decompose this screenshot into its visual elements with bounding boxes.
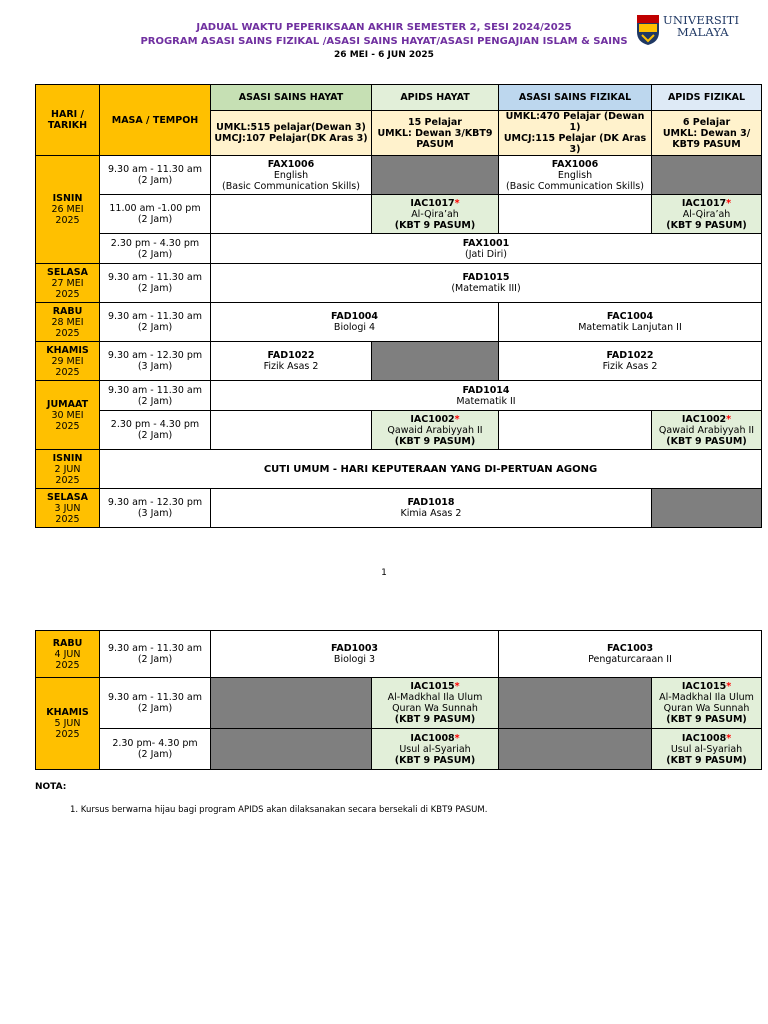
exam-iac1015-apids-fizikal: IAC1015* Al-Madkhal Ila Ulum Quran Wa Sunnah (KBT 9 PASUM) <box>652 678 762 729</box>
time-slot: 9.30 am - 11.30 am (2 Jam) <box>100 381 211 411</box>
time-slot: 9.30 am - 11.30 am (2 Jam) <box>100 156 211 195</box>
day-selasa-3-jun: SELASA 3 JUN 2025 <box>36 489 100 528</box>
exam-timetable-page1 <box>35 84 762 528</box>
header-hari-tarikh: HARI / TARIKH <box>36 85 100 156</box>
day-rabu-28-mei: RABU 28 MEI 2025 <box>36 303 100 342</box>
exam-fax1001: FAX1001 (Jati Diri) <box>211 234 762 264</box>
date-range: 26 MEI - 6 JUN 2025 <box>334 50 434 60</box>
day-isnin-26-mei: ISNIN 26 MEI 2025 <box>36 156 100 264</box>
empty-cell <box>211 729 372 770</box>
time-slot: 9.30 am - 12.30 pm (3 Jam) <box>100 342 211 381</box>
empty-cell <box>499 729 652 770</box>
info-apids-fizikal: 6 Pelajar UMKL: Dewan 3/ KBT9 PASUM <box>652 111 762 156</box>
info-asasi-sains-fizikal: UMKL:470 Pelajar (Dewan 1) UMCJ:115 Pelajar (DK Aras 3) <box>499 111 652 156</box>
exam-timetable-page2 <box>35 630 762 770</box>
exam-iac1008-apids-fizikal: IAC1008* Usul al-Syariah (KBT 9 PASUM) <box>652 729 762 770</box>
day-selasa-27-mei: SELASA 27 MEI 2025 <box>36 264 100 303</box>
empty-cell <box>372 156 499 195</box>
empty-cell <box>499 678 652 729</box>
empty-cell <box>211 195 372 234</box>
nota-item-1: 1. Kursus berwarna hijau bagi program APIDS akan dilaksanakan secara bersekali di KBT9 PASUM. <box>70 805 488 815</box>
empty-cell <box>499 195 652 234</box>
logo-text-line1: UNIVERSITI <box>663 13 740 27</box>
program-title: PROGRAM ASASI SAINS FIZIKAL /ASASI SAINS HAYAT/ASASI PENGAJIAN ISLAM & SAINS <box>140 36 628 47</box>
time-slot: 9.30 am - 11.30 am (2 Jam) <box>100 678 211 729</box>
crest-icon <box>636 14 660 46</box>
empty-cell <box>372 342 499 381</box>
empty-cell <box>652 156 762 195</box>
header-asasi-sains-hayat: ASASI SAINS HAYAT <box>211 85 372 111</box>
exam-iac1017-apids-fizikal: IAC1017* Al-Qira’ah (KBT 9 PASUM) <box>652 195 762 234</box>
empty-cell <box>499 411 652 450</box>
exam-fac1004: FAC1004 Matematik Lanjutan II <box>499 303 762 342</box>
exam-iac1002-apids-hayat: IAC1002* Qawaid Arabiyyah II (KBT 9 PASUM) <box>372 411 499 450</box>
header-masa-tempoh: MASA / TEMPOH <box>100 85 211 156</box>
empty-cell <box>211 678 372 729</box>
exam-fad1018: FAD1018 Kimia Asas 2 <box>211 489 652 528</box>
exam-title: JADUAL WAKTU PEPERIKSAAN AKHIR SEMESTER 2, SESI 2024/2025 <box>196 22 572 33</box>
day-isnin-2-jun: ISNIN 2 JUN 2025 <box>36 450 100 489</box>
time-slot: 9.30 am - 12.30 pm (3 Jam) <box>100 489 211 528</box>
exam-fad1003: FAD1003 Biologi 3 <box>211 631 499 678</box>
exam-fax1006-asf: FAX1006 English (Basic Communication Skills) <box>499 156 652 195</box>
day-khamis-29-mei: KHAMIS 29 MEI 2025 <box>36 342 100 381</box>
header-apids-hayat: APIDS HAYAT <box>372 85 499 111</box>
exam-fad1022-asf: FAD1022 Fizik Asas 2 <box>499 342 762 381</box>
exam-iac1015-apids-hayat: IAC1015* Al-Madkhal Ila Ulum Quran Wa Sunnah (KBT 9 PASUM) <box>372 678 499 729</box>
exam-fad1022-ash: FAD1022 Fizik Asas 2 <box>211 342 372 381</box>
time-slot: 11.00 am -1.00 pm (2 Jam) <box>100 195 211 234</box>
time-slot: 9.30 am - 11.30 am (2 Jam) <box>100 303 211 342</box>
university-logo <box>636 14 762 50</box>
exam-fad1004: FAD1004 Biologi 4 <box>211 303 499 342</box>
time-slot: 2.30 pm - 4.30 pm (2 Jam) <box>100 411 211 450</box>
empty-cell <box>652 489 762 528</box>
exam-fac1003: FAC1003 Pengaturcaraan II <box>499 631 762 678</box>
header-asasi-sains-fizikal: ASASI SAINS FIZIKAL <box>499 85 652 111</box>
exam-fax1006-ash: FAX1006 English (Basic Communication Skills) <box>211 156 372 195</box>
header-apids-fizikal: APIDS FIZIKAL <box>652 85 762 111</box>
exam-iac1017-apids-hayat: IAC1017* Al-Qira’ah (KBT 9 PASUM) <box>372 195 499 234</box>
time-slot: 9.30 am - 11.30 am (2 Jam) <box>100 631 211 678</box>
logo-text-line2: MALAYA <box>677 25 729 39</box>
day-khamis-5-jun: KHAMIS 5 JUN 2025 <box>36 678 100 770</box>
nota-label: NOTA: <box>35 782 67 792</box>
day-rabu-4-jun: RABU 4 JUN 2025 <box>36 631 100 678</box>
page-number: 1 <box>381 568 387 578</box>
exam-fad1014: FAD1014 Matematik II <box>211 381 762 411</box>
info-apids-hayat: 15 Pelajar UMKL: Dewan 3/KBT9 PASUM <box>372 111 499 156</box>
day-jumaat-30-mei: JUMAAT 30 MEI 2025 <box>36 381 100 450</box>
exam-fad1015: FAD1015 (Matematik III) <box>211 264 762 303</box>
public-holiday: CUTI UMUM - HARI KEPUTERAAN YANG DI-PERTUAN AGONG <box>100 450 762 489</box>
time-slot: 2.30 pm - 4.30 pm (2 Jam) <box>100 234 211 264</box>
time-slot: 2.30 pm- 4.30 pm (2 Jam) <box>100 729 211 770</box>
exam-iac1002-apids-fizikal: IAC1002* Qawaid Arabiyyah II (KBT 9 PASUM) <box>652 411 762 450</box>
info-asasi-sains-hayat: UMKL:515 pelajar(Dewan 3) UMCJ:107 Pelajar(DK Aras 3) <box>211 111 372 156</box>
empty-cell <box>211 411 372 450</box>
time-slot: 9.30 am - 11.30 am (2 Jam) <box>100 264 211 303</box>
exam-iac1008-apids-hayat: IAC1008* Usul al-Syariah (KBT 9 PASUM) <box>372 729 499 770</box>
